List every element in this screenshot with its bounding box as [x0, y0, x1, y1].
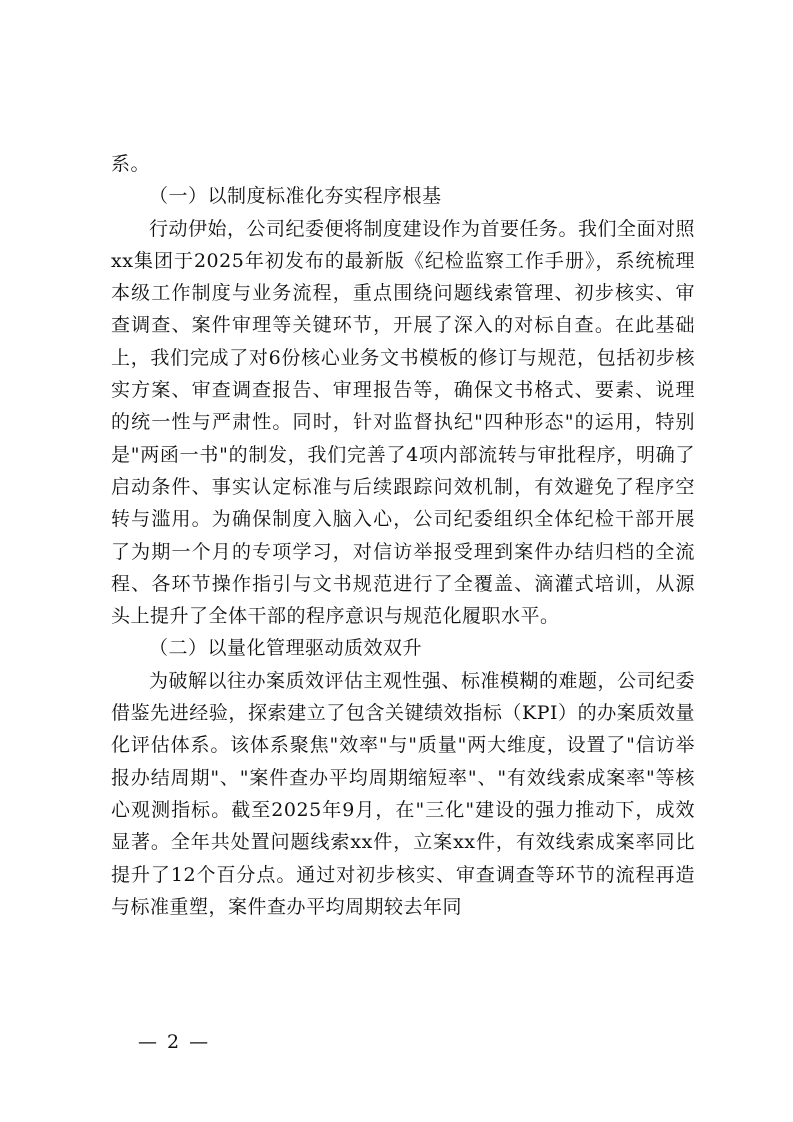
page-number: — 2 —: [138, 1031, 211, 1053]
section-heading-2: （二）以量化管理驱动质效双升: [149, 637, 423, 660]
paragraph-continuation: 系。: [111, 153, 151, 175]
body-paragraph-1: 行动伊始，公司纪委便将制度建设作为首要任务。我们全面对照xx集团于2025年初发布的最新版《纪检监察工作手册》，系统梳理本级工作制度与业务流程，重点围绕问题线索管理、初步核实、审查调查、案件审理等关键环节，开展了深入的对标自查。在此基础上，我们完成了对6份核心业务文书模板的修订与规范，包括初步核实方案、审查调查报告、审理报告等，确保文书格式、要素、说理的统一性与严肃性。同时，针对监督执纪"四种形态"的运用，特别是"两函一书"的制发，我们完善了4项内部流转与审批程序，明确了启动条件、事实认定标准与后续跟踪问效机制，有效避免了程序空转与滥用。为确保制度入脑入心，公司纪委组织全体纪检干部开展了为期一个月的专项学习，对信访举报受理到案件办结归档的全流程、各环节操作指引与文书规范进行了全覆盖、滴灌式培训，从源头上提升了全体干部的程序意识与规范化履职水平。: [111, 217, 696, 628]
section-heading-1: （一）以制度标准化夯实程序根基: [149, 185, 442, 208]
body-paragraph-2: 为破解以往办案质效评估主观性强、标准模糊的难题，公司纪委借鉴先进经验，探索建立了包含关键绩效指标（KPI）的办案质效量化评估体系。该体系聚焦"效率"与"质量"两大维度，设置了"信访举报办结周期"、"案件查办平均周期缩短率"、"有效线索成案率"等核心观测指标。截至2025年9月，在"三化"建设的强力推动下，成效显著。全年共处置问题线索xx件，立案xx件，有效线索成案率同比提升了12个百分点。通过对初步核实、审查调查等环节的流程再造与标准重塑，案件查办平均周期较去年同: [111, 669, 696, 918]
document-body: [111, 148, 695, 923]
